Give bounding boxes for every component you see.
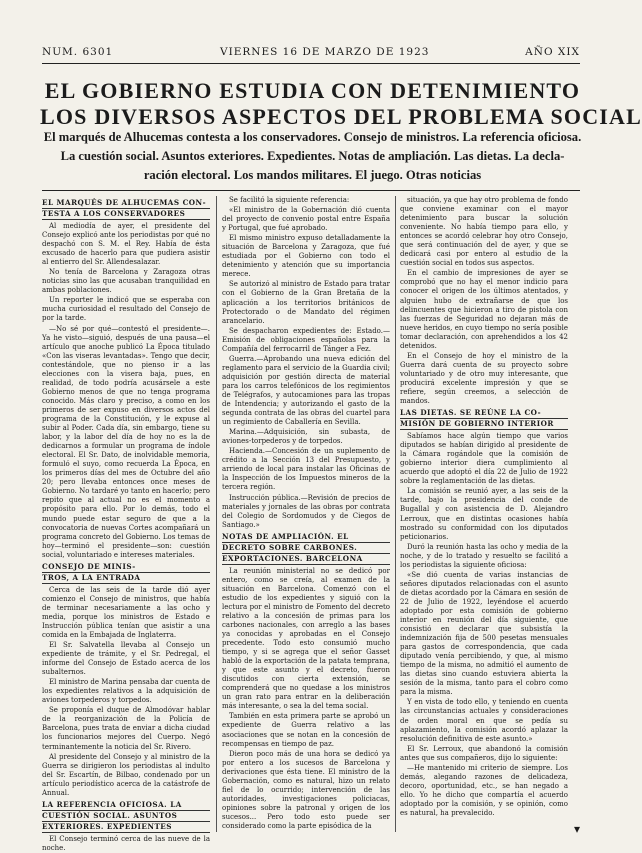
paragraph: Cerca de las seis de la tarde dió ayer comienzo el Consejo de ministros, que había de terminar necesariamente a las ocho y media, porque los ministros de Estado e Instrucción pública tenían que asistir a una comida en la Embajada de Inglaterra. — [42, 585, 210, 639]
section-heading: EXTERIORES. EXPEDIENTES — [42, 822, 210, 833]
deck — [40, 128, 585, 185]
paragraph: Un reporter le indicó que se esperaba con mucha curiosidad el resultado del Consejo de por la tarde. — [42, 296, 210, 323]
paragraph: El Sr. Lerroux, que abandonó la comisión antes que sus compañeros, dijo lo siguiente: — [400, 744, 568, 762]
issue-date: VIERNES 16 DE MARZO DE 1923 — [220, 46, 430, 58]
column-1 — [42, 196, 210, 852]
section-heading: MISIÓN DE GOBIERNO INTERIOR — [400, 419, 568, 430]
paragraph: El Consejo terminó cerca de las nueve de la noche. — [42, 834, 210, 852]
paragraph: La reunión ministerial no se dedicó por entero, como se creía, al examen de la situación en Barcelona. Comenzó con el estudio de los expedientes y siguió con la lectura por el ministro de Fomento del decreto relativo a la concesión de primas para los carbones nacionales, con arreglo a las bases ya conocidas y aprobadas en el Consejo precedente. Todo esto consumió mucho tiempo, y si se agrega que el señor Gasset habló de la exportación de la patata temprana, y que este asunto y el decreto, fueron discutidos con cierta extensión, se comprenderá que no quedase a los ministros un gran rato para entrar en la deliberación más interesante, o sea la del tema social. — [222, 566, 390, 711]
paragraph: «Se dió cuenta de varias instancias de señores diputados relacionadas con el asunto de dietas acordado por la Cámara en sesión de 22 de Julio de 1922, leyéndose el acuerdo adoptado por esta comisión de gobierno interior en reunión del día siguiente, que consistió en declarar que subsistía la indemnización fija de 500 pesetas mensuales para gastos de correspondencia, que cada diputado venía percibiendo, y que, al mismo tiempo de la misma, no admitió el aumento de las dietas sino cuando estuviera abierta la sesión de la misma, tanto para el cobro como para la misma. — [400, 570, 568, 697]
section-heading: CONSEJO DE MINIS- — [42, 562, 210, 573]
deck-line-3: ración electoral. Los mandos militares. El juego. Otras noticias — [143, 168, 482, 182]
section-heading: DECRETO SOBRE CARBONES. — [222, 543, 390, 554]
section-heading: EXPORTACIONES. BARCELONA — [222, 554, 390, 565]
paragraph: Al presidente del Consejo y al ministro de la Guerra se dirigieron los periodistas al indulto del Sr. Escartín, de Bilbao, condenado por un artículo periodístico acerca de la catástrofe de Annual. — [42, 752, 210, 797]
masthead — [42, 46, 580, 60]
column-3 — [400, 196, 568, 836]
paragraph: El ministro de Marina pensaba dar cuenta de los expedientes relativos a la adquisición de aviones torpederos y torpedos. — [42, 678, 210, 705]
section-heading: NOTAS DE AMPLIACIÓN. EL — [222, 532, 390, 543]
masthead-rule — [42, 63, 580, 64]
paragraph: Se proponía el duque de Almodóvar hablar de la reorganización de la Policía de Barcelona, pues trata de enviar a dicha ciudad los funcionarios mejores del Cuerpo. Negó terminantemente la noticia del Sr. Rivero. — [42, 706, 210, 751]
section-heading: LAS DIETAS. SE REÚNE LA CO- — [400, 408, 568, 419]
section-heading: CUESTIÓN SOCIAL. ASUNTOS — [42, 811, 210, 822]
deck-rule — [42, 190, 580, 191]
paragraph: Sabíamos hace algún tiempo que varios diputados se habían dirigido al presidente de la Cámara rogándole que la comisión de gobierno interior diera cumplimiento al acuerdo que adoptó el día 22 de Julio de 1922 sobre la reglamentación de las dietas. — [400, 432, 568, 486]
paragraph: Y en vista de todo ello, y teniendo en cuenta las circunstancias actuales y consideraciones de orden moral en que se pedía su aplazamiento, la comisión acordó aplazar la resolución definitiva de este asunto.» — [400, 698, 568, 743]
paragraph: Dieron poco más de una hora se dedicó ya por entero a los sucesos de Barcelona y derivaciones que ésta tiene. El ministro de la Gobernación, como es natural, hizo un relato fiel de lo ocurrido; intervención de las autoridades, investigaciones policiacas, opiniones sobre la patronal y origen de los sucesos... Pero todo esto puede ser considerado como la parte episódica de la — [222, 749, 390, 830]
paragraph: Guerra.—Aprobando una nueva edición del reglamento para el servicio de la Guardia civil; adquisición por gestión directa de material para los carros telefónicos de los regimientos de Telégrafos, y autocamiones para las tropas de Intendencia; y autorizando el gasto de la segunda contrata de las obras del cuartel para un regimiento de Caballería en Sevilla. — [222, 354, 390, 427]
deck-line-2: La cuestión social. Asuntos exteriores. Expedientes. Notas de ampliación. Las dietas. La decla- — [60, 149, 565, 163]
paragraph: Duró la reunión hasta las ocho y media de la noche, y de lo tratado y resuelto se facilitó a los periodistas la siguiente oficiosa: — [400, 542, 568, 569]
headline-line-1: EL GOBIERNO ESTUDIA CON DETENIMIENTO — [44, 78, 581, 103]
paragraph: El mismo ministro expuso detalladamente la situación de Barcelona y Zaragoza, que fué estudiada por el Gobierno con todo el detenimiento y atención que su importancia merece. — [222, 234, 390, 279]
paragraph: Instrucción pública.—Revisión de precios de materiales y jornales de las obras por contrata del Colegio de Sordomudos y de Ciegos de Santiago.» — [222, 493, 390, 529]
column-2 — [222, 196, 390, 836]
paragraph: «El ministro de la Gobernación dió cuenta del proyecto de convenio postal entre España y Portugal, que fué aprobado. — [222, 206, 390, 233]
headline-line-2: LOS DIVERSOS ASPECTOS DEL PROBLEMA SOCIAL — [40, 104, 642, 129]
column-divider-2 — [395, 196, 396, 832]
section-heading: LA REFERENCIA OFICIOSA. LA — [42, 800, 210, 811]
paragraph: —He mantenido mi criterio de siempre. Los demás, alegando razones de delicadeza, decoro, oportunidad, etc., se han negado a ello. Yo he dicho que compartía el acuerdo adoptado por la comisión, y se opinión, como es natural, ha prevalecido. — [400, 763, 568, 817]
issue-number: NUM. 6301 — [42, 46, 114, 58]
paragraph: Se despacharon expedientes de: Estado.—Emisión de obligaciones españolas para la Compañía del ferrocarril de Tánger a Fez. — [222, 326, 390, 353]
paragraph: En el cambio de impresiones de ayer se comprobó que no hay el menor indicio para conocer el origen de los últimos atentados, y alguien hubo de extrañarse de que los delincuentes que hicieron a tiro de pistola con las fuerzas de Seguridad no dejaran más de nueve heridos, en cuyo tiempo no sería posible tomar declaración, con aprehendidos a los 42 detenidos. — [400, 269, 568, 350]
paragraph: Se autorizó al ministro de Estado para tratar con el Gobierno de la Gran Bretaña de la aplicación a los territorios británicos de Protectorado o de Mandato del régimen arancelario. — [222, 280, 390, 325]
paragraph: situación, ya que hay otro problema de fondo que conviene examinar con el mayor detenimiento para buscar la solución conveniente. No había tiempo para ello, y entonces se acordó celebrar hoy otro Consejo, que será continuación del de ayer, y que se dedicará casi por entero al estudio de la cuestión social en todos sus aspectos. — [400, 196, 568, 268]
paragraph: Se facilitó la siguiente referencia: — [229, 196, 350, 204]
column-divider-1 — [216, 196, 217, 832]
section-heading: TESTA A LOS CONSERVADORES — [42, 209, 210, 220]
paragraph: No tenía de Barcelona y Zaragoza otras noticias sino las que acusaban tranquilidad en ambas poblaciones. — [42, 268, 210, 295]
paragraph: La comisión se reunió ayer, a las seis de la tarde, bajo la presidencia del conde de Bugallal y con asistencia de D. Alejandro Lerroux, que en distintas ocasiones había mostrado su conformidad con los diputados peticionarios. — [400, 487, 568, 541]
paragraph: Al mediodía de ayer, el presidente del Consejo explicó ante los periodistas por qué no despachó con S. M. el Rey. Había de ésta excusado de hacerlo para que pudiera asistir al entierro del Sr. Allendesalazar. — [42, 222, 210, 267]
deck-line-1: El marqués de Alhucemas contesta a los conservadores. Consejo de ministros. La referencia oficiosa. — [43, 130, 582, 144]
issue-year: AÑO XIX — [525, 46, 580, 58]
section-heading: TROS, A LA ENTRADA — [42, 573, 210, 584]
page-corner-mark: ▾ — [573, 822, 580, 836]
paragraph: El Sr. Salvatella llevaba al Consejo un expediente de trámite, y el Sr. Pedregal, el informe del Consejo de Estado acerca de los subalternos. — [42, 641, 210, 677]
paragraph: —No sé por qué—contestó el presidente—. Ya he visto—siguió, después de una pausa—el artículo que anoche publicó La Época titulado «Con las viseras levantadas». Tengo que decir, contestándole, que no pienso ir a las elecciones con la visera baja, pues, en realidad, de todo podría acusársele a este Gobierno menos de que no tenga programa conocido. Más claro y preciso, a como en los primeros de ser expuso en diversos actos del programa de la Constitución, y le expuse al subir al Poder. Cada día, sin embargo, tiene su labor, y la labor del día de hoy no es la de dedicarnos a formular un programa de índole electoral. El Sr. Dato, de inolvidable memoria, formuló el suyo, como recuerda La Época, en los primeros días del mes de Octubre del año 20; pero llevaba entonces once meses de Gobierno. No tardaré yo tanto en hacerlo; pero repito que al actual no es el momento a propósito para ello. Por lo demás, todo el mundo puede estar seguro de que a la convocatoria de nuevas Cortes acompañará un programa concreto del Gobierno. Los temas de hoy—terminó el presidente—son: cuestión social, voluntariado e intereses materiales. — [42, 324, 210, 559]
paragraph: En el Consejo de hoy el ministro de la Guerra dará cuenta de su proyecto sobre voluntariado y de otro muy interesante, que producirá excelente impresión y que se refiere, según creemos, a selección de mandos. — [400, 351, 568, 406]
paragraph: Marina.—Adquisición, sin subasta, de aviones-torpederos y de torpedos. — [222, 428, 390, 446]
paragraph: Hacienda.—Concesión de un suplemento de crédito a la Sección 13 del Presupuesto, y arriendo de local para instalar las Oficinas de la Inspección de los Impuestos mineros de la tercera región. — [222, 447, 390, 492]
paragraph: También en esta primera parte se aprobó un expediente de Guerra relativo a las asociaciones que se notan en la concesión de recompensas en tiempo de paz. — [222, 712, 390, 748]
section-heading: EL MARQUÉS DE ALHUCEMAS CON- — [42, 198, 210, 209]
